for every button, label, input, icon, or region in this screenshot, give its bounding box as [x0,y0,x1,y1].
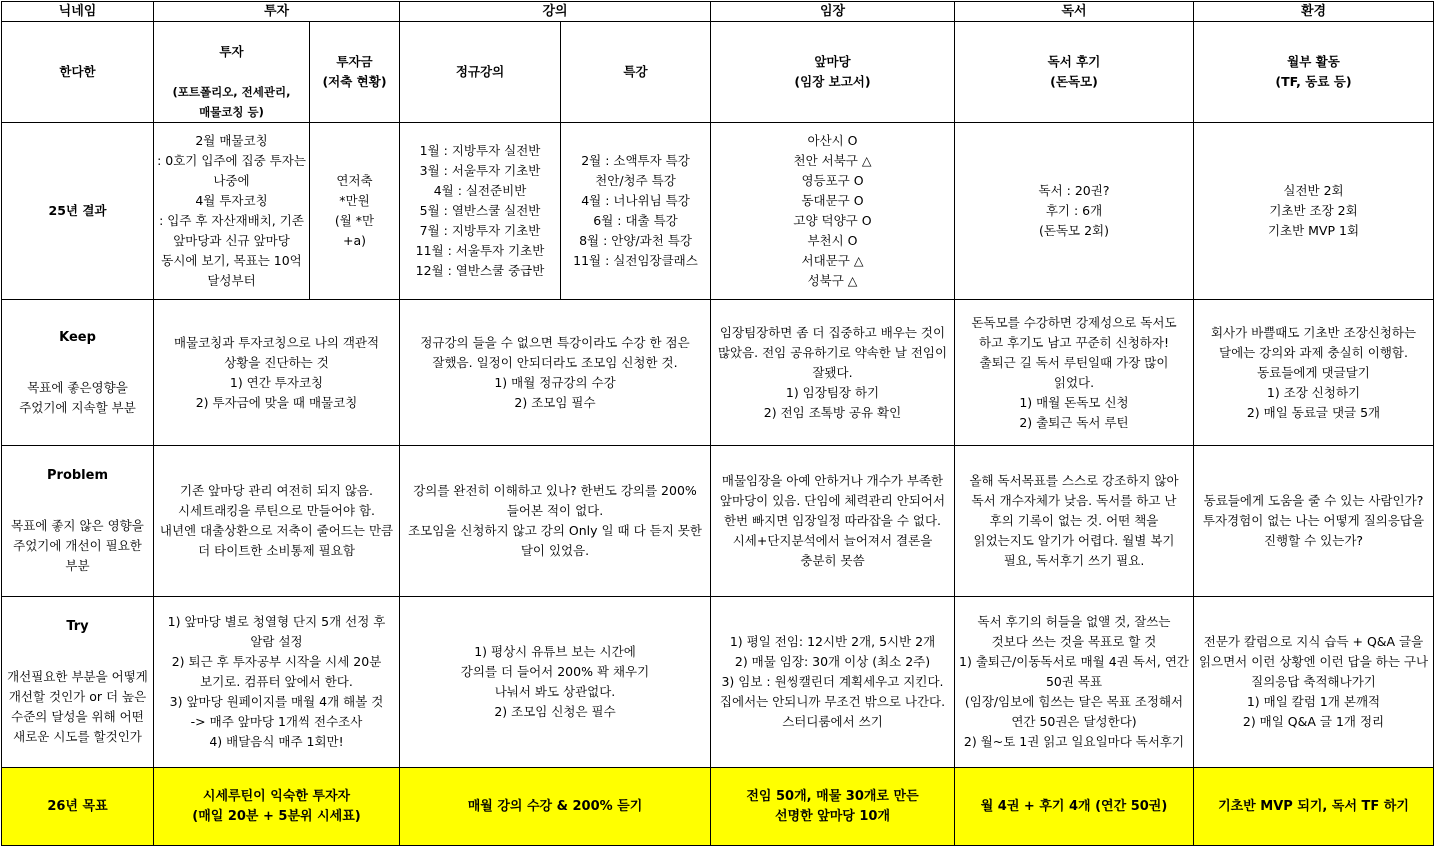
result-invest[interactable]: 2월 매물코칭 : 0호기 입주에 집중 투자는 나중에 4월 투자코칭 : 입주 후 자산재배치, 기존 앞마당과 신규 앞마당 동시에 보기, 목표는 10억 달성부터 [154,123,310,300]
goal-reading[interactable]: 월 4권 + 후기 4개 (연간 50권) [955,768,1194,846]
keep-row [2,300,1434,446]
problem-imjang[interactable]: 매물임장을 아예 안하거나 개수가 부족한 앞마당이 있음. 단임에 체력관리 안되어서 한번 빠지면 임장일정 따라잡을 수 없다. 시세+단지분석에서 늘어져서 결론을 충분히 못씀 [711,446,955,597]
goal-row [2,768,1434,846]
try-desc: 개선필요한 부분을 어떻게 개선할 것인가 or 더 높은 수준의 달성을 위해 어떤 새로운 시도를 할것인가 [7,669,148,744]
retrospective-sheet [1,1,1434,846]
try-invest-text: 1) 앞마당 별로 청열형 단지 5개 선정 후 알람 설정 2) 퇴근 후 투자공부 시작을 시세 20분 보기로. 컴퓨터 앞에서 한다. 3) 앞마당 원페이지를 매월 4개 해볼 것 -> 매주 앞마당 1개씩 전수조사 4) 배달음식 매주 1회만! [167,614,386,749]
subheader-reading[interactable]: 독서 후기 (돈독모) [955,22,1194,123]
problem-environment[interactable]: 동료들에게 도움을 줄 수 있는 사람인가? 투자경험이 없는 나는 어떻게 질의응답을 진행할 수 있는가? [1194,446,1434,597]
subheader-imjang[interactable]: 앞마당 (임장 보고서) [711,22,955,123]
try-invest[interactable] [154,597,400,768]
problem-label: Problem [47,468,108,483]
category-lecture[interactable]: 강의 [400,2,711,22]
problem-reading[interactable]: 올해 독서목표를 스스로 강조하지 않아 독서 개수자체가 낮음. 독서를 하고 난 후의 기록이 없는 것. 어떤 책을 읽었는지도 알기가 어렵다. 월별 복기 필요, 독서후기 쓰기 필요. [955,446,1194,597]
try-lecture[interactable]: 1) 평상시 유튜브 보는 시간에 강의를 더 들어서 200% 꽉 채우기 나눠서 봐도 상관없다. 2) 조모임 신청은 필수 [400,597,711,768]
keep-invest[interactable]: 매물코칭과 투자코칭으로 나의 객관적 상황을 진단하는 것 1) 연간 투자코칭 2) 투자금에 맞을 때 매물코칭 [154,300,400,446]
subheader-invest-title: 투자 [219,44,244,59]
keep-desc: 목표에 좋은영향을 주었기에 지속할 부분 [19,379,136,415]
try-label-cell[interactable] [2,597,154,768]
category-reading[interactable]: 독서 [955,2,1194,22]
subheader-invest-sub: (포트폴리오, 전세관리, 매물코칭 등) [172,85,291,119]
problem-invest[interactable]: 기존 앞마당 관리 여전히 되지 않음. 시세트래킹을 루틴으로 만들어야 함. 내년엔 대출상환으로 저축이 줄어드는 만큼 더 타이트한 소비통제 필요함 [154,446,400,597]
category-environment[interactable]: 환경 [1194,2,1434,22]
try-reading-text: 독서 후기의 허들을 없앨 것, 잘쓰는 것보다 쓰는 것을 목표로 할 것 1) 출퇴근/이동독서로 매월 4권 독서, 연간 50권 목표 (임장/임보에 힘쓰는 달은 목표 조정해서 연간 50권은 달성한다) 2) 월~토 1권 읽고 일요일마다 독서후기 [959,614,1189,749]
category-invest[interactable]: 투자 [154,2,400,22]
result-imjang[interactable]: 아산시 O 천안 서북구 △ 영등포구 O 동대문구 O 고양 덕양구 O 부천시 O 서대문구 △ 성북구 △ [711,123,955,300]
subheader-invest[interactable] [154,22,310,123]
keep-label: Keep [59,329,96,345]
goal-lecture[interactable]: 매월 강의 수강 & 200% 듣기 [400,768,711,846]
goal-invest[interactable]: 시세루틴이 익숙한 투자자 (매일 20분 + 5분위 시세표) [154,768,400,846]
goal-label[interactable]: 26년 목표 [2,768,154,846]
result-environment[interactable]: 실전반 2회 기초반 조장 2회 기초반 MVP 1회 [1194,123,1434,300]
result-label[interactable]: 25년 결과 [2,123,154,300]
problem-lecture[interactable]: 강의를 완전히 이해하고 있나? 한번도 강의를 200% 들어본 적이 없다. 조모임을 신청하지 않고 강의 Only 일 때 다 듣지 못한 달이 있었음. [400,446,711,597]
goal-environment[interactable]: 기초반 MVP 되기, 독서 TF 하기 [1194,768,1434,846]
try-label: Try [66,619,89,634]
try-row [2,597,1434,768]
problem-desc: 목표에 좋지 않은 영향을 주었기에 개선이 필요한 부분 [11,518,144,573]
keep-imjang[interactable]: 임장팀장하면 좀 더 집중하고 배우는 것이 많았음. 전임 공유하기로 약속한 날 전임이 잘됐다. 1) 임장팀장 하기 2) 전임 조톡방 공유 확인 [711,300,955,446]
try-imjang[interactable]: 1) 평일 전임: 12시반 2개, 5시반 2개 2) 매물 임장: 30개 이상 (최소 2주) 3) 임보 : 원씽캘린더 계획세우고 지킨다. 집에서는 안되니까 무조건 밖으로 나간다. 스터디룸에서 쓰기 [711,597,955,768]
result-reading[interactable]: 독서 : 20권? 후기 : 6개 (돈독모 2회) [955,123,1194,300]
result-lecture-regular[interactable]: 1월 : 지방투자 실전반 3월 : 서울투자 기초반 4월 : 실전준비반 5월 : 열반스쿨 실전반 7월 : 지방투자 기초반 11월 : 서울투자 기초반 12월 : 열반스쿨 중급반 [400,123,561,300]
result-lecture-special[interactable]: 2월 : 소액투자 특강 천안/청주 특강 4월 : 너나위님 특강 6월 : 대출 특강 8월 : 안양/과천 특강 11월 : 실전임장클래스 [561,123,711,300]
subheader-lecture-regular[interactable]: 정규강의 [400,22,561,123]
try-environment[interactable]: 전문가 칼럼으로 지식 습득 + Q&A 글을 읽으면서 이런 상황엔 이런 답을 하는 구나 질의응답 축적해나가기 1) 매일 칼럼 1개 본깨적 2) 매일 Q&A 글 1개 정리 [1194,597,1434,768]
nickname-header[interactable]: 닉네임 [2,2,154,22]
try-reading[interactable] [955,597,1194,768]
subheader-environment[interactable]: 월부 활동 (TF, 동료 등) [1194,22,1434,123]
subheader-lecture-special[interactable]: 특강 [561,22,711,123]
nickname-cell[interactable]: 한다한 [2,22,154,123]
keep-environment[interactable]: 회사가 바쁠때도 기초반 조장신청하는 달에는 강의와 과제 충실히 이행함. 동료들에게 댓글달기 1) 조장 신청하기 2) 매일 동료글 댓글 5개 [1194,300,1434,446]
problem-row [2,446,1434,597]
header-row [2,2,1434,22]
result-invest-money[interactable]: 연저축 *만원 (월 *만 +a) [310,123,400,300]
subheader-invest-money[interactable]: 투자금 (저축 현황) [310,22,400,123]
category-imjang[interactable]: 임장 [711,2,955,22]
keep-label-cell[interactable] [2,300,154,446]
goal-imjang[interactable]: 전임 50개, 매물 30개로 만든 선명한 앞마당 10개 [711,768,955,846]
subheader-row [2,22,1434,123]
problem-label-cell[interactable] [2,446,154,597]
keep-lecture[interactable]: 정규강의 들을 수 없으면 특강이라도 수강 한 점은 잘했음. 일정이 안되더라도 조모임 신청한 것. 1) 매월 정규강의 수강 2) 조모임 필수 [400,300,711,446]
result-row [2,123,1434,300]
keep-reading[interactable]: 돈독모를 수강하면 강제성으로 독서도 하고 후기도 남고 꾸준히 신청하자! 출퇴근 길 독서 루틴일때 가장 많이 읽었다. 1) 매월 돈독모 신청 2) 출퇴근 독서 루틴 [955,300,1194,446]
